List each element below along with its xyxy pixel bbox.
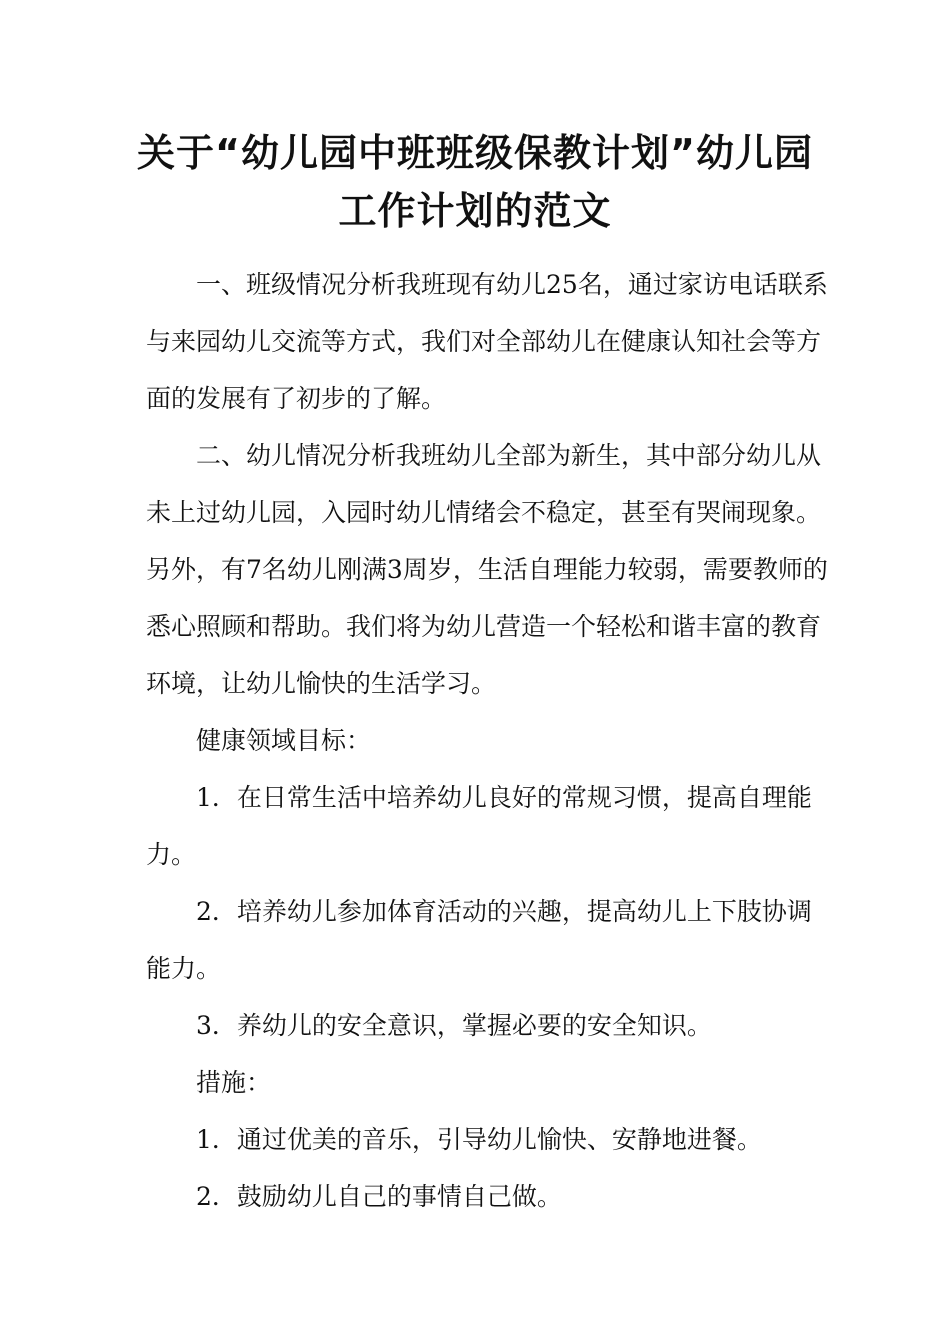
goal-item-3: 3．养幼儿的安全意识，掌握必要的安全知识。 bbox=[196, 1011, 712, 1040]
paragraph-child-analysis: 二、幼儿情况分析我班幼儿全部为新生，其中部分幼儿从未上过幼儿园，入园时幼儿情绪会不稳定，甚至有哭闹现象。另外，有7名幼儿刚满3周岁，生活自理能力较弱，需要教师的悉心照顾和帮助。我们将为幼儿营造一个轻松和谐丰富的教育环境，让幼儿愉快的生活学习。 bbox=[146, 441, 828, 698]
document-body bbox=[146, 256, 830, 1225]
document-title: 关于“幼儿园中班班级保教计划”幼儿园工作计划的范文 bbox=[137, 131, 813, 233]
goal-item-2: 2．培养幼儿参加体育活动的兴趣，提高幼儿上下肢协调能力。 bbox=[146, 897, 812, 983]
paragraph-class-analysis: 一、班级情况分析我班现有幼儿25名，通过家访电话联系与来园幼儿交流等方式，我们对全部幼儿在健康认知社会等方面的发展有了初步的了解。 bbox=[146, 270, 828, 413]
goal-item-1: 1．在日常生活中培养幼儿良好的常规习惯，提高自理能力。 bbox=[146, 783, 812, 869]
measure-item-1: 1．通过优美的音乐，引导幼儿愉快、安静地进餐。 bbox=[196, 1125, 762, 1154]
heading-measures: 措施： bbox=[196, 1068, 272, 1097]
heading-health-goals: 健康领域目标： bbox=[196, 726, 372, 755]
measure-item-2: 2．鼓励幼儿自己的事情自己做。 bbox=[196, 1182, 562, 1211]
